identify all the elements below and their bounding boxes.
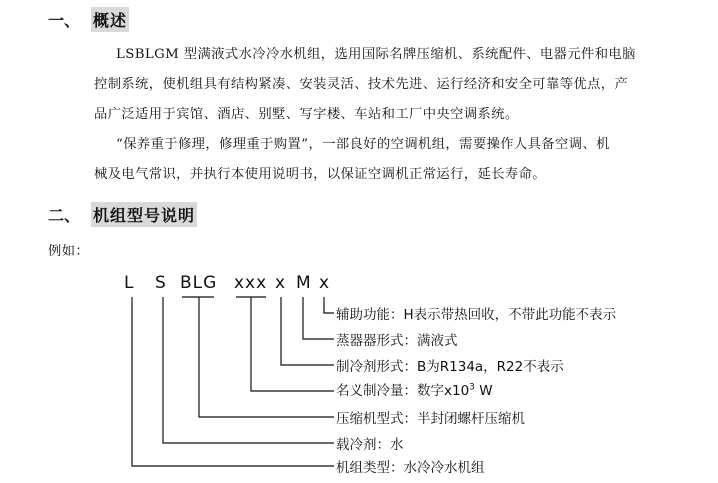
section-2-number: 二、 [48, 206, 81, 225]
legend-aux-function: 辅助功能：H表示带热回收，不带此功能不表示 [336, 307, 617, 323]
overview-paragraph-1-line-1: LSBLGM 型满液式水冷冷水机组，选用国际名牌压缩机、系统配件、电器元件和电脑 [116, 47, 636, 62]
legend-capacity [336, 379, 493, 399]
code-x-suffix: x [319, 273, 331, 293]
code-letter-s: S [155, 273, 167, 293]
legend-unit-type: 机组类型：水冷冷水机组 [336, 460, 485, 476]
overview-paragraph-2-line-2: 械及电气常识，并执行本使用说明书，以保证空调机正常运行，延长寿命。 [94, 167, 546, 182]
section-1-title: 概述 [91, 7, 129, 32]
example-label: 例如： [48, 244, 90, 259]
overview-paragraph-1-line-2: 控制系统，使机组具有结构紧凑、安装灵活、技术先进、运行经济和安全可靠等优点，产 [94, 77, 629, 92]
legend-capacity-prefix: 名义制冷量：数字x10 [336, 383, 470, 399]
code-letter-l: L [124, 273, 135, 293]
code-blg: BLG [180, 273, 218, 293]
legend-capacity-unit: W [474, 383, 493, 399]
overview-paragraph-2-line-1: “保养重于修理，修理重于购置”，一部良好的空调机组，需要操作人具备空调、机 [116, 137, 610, 152]
legend-capacity-exponent: 3 [469, 382, 475, 393]
code-x: x [275, 273, 287, 293]
legend-compressor: 压缩机型式：半封闭螺杆压缩机 [336, 411, 525, 427]
section-2-title: 机组型号说明 [91, 202, 197, 227]
overview-paragraph-1-line-3: 品广泛适用于宾馆、酒店、别墅、写字楼、车站和工厂中央空调系统。 [94, 107, 519, 122]
legend-carrier: 载冷剂：水 [336, 437, 404, 453]
legend-refrigerant: 制冷剂形式：B为R134a，R22不表示 [336, 359, 564, 375]
section-1-number: 一、 [48, 11, 81, 30]
code-xxx: xxx [234, 273, 268, 293]
code-m: M [296, 273, 312, 293]
legend-evaporator: 蒸器器形式：满液式 [336, 333, 458, 349]
